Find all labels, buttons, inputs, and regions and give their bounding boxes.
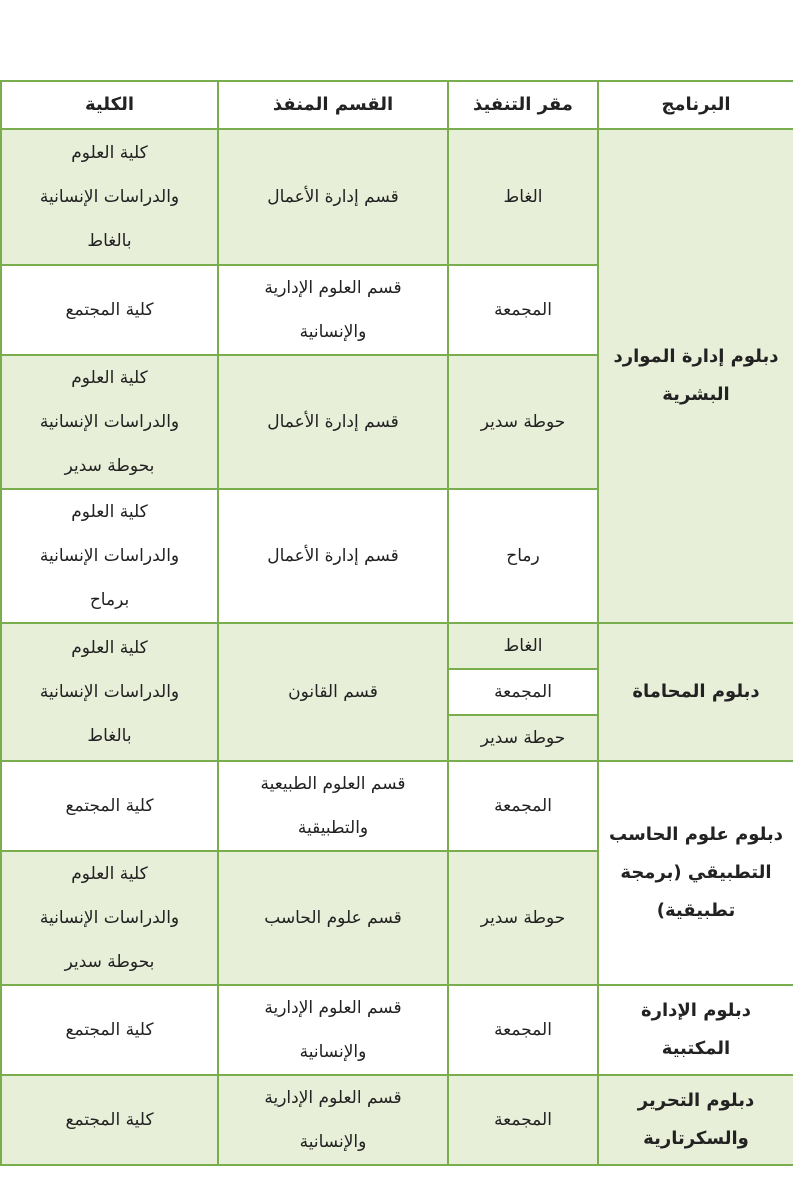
college-cell: كلية المجتمع: [1, 265, 218, 355]
location-cell: رماح: [448, 489, 598, 623]
header-location: مقر التنفيذ: [448, 81, 598, 129]
program-name-cell: دبلوم إدارة الموارد البشرية: [598, 129, 793, 623]
department-cell: قسم إدارة الأعمال: [218, 489, 448, 623]
location-cell: المجمعة: [448, 265, 598, 355]
location-cell: حوطة سدير: [448, 355, 598, 489]
location-cell: المجمعة: [448, 669, 598, 715]
department-cell: قسم إدارة الأعمال: [218, 129, 448, 265]
location-cell: المجمعة: [448, 1075, 598, 1165]
department-cell: قسم علوم الحاسب: [218, 851, 448, 985]
program-name-cell: دبلوم المحاماة: [598, 623, 793, 761]
table-row: [1, 761, 793, 851]
college-cell: كلية العلوم والدراسات الإنسانية بالغاط: [1, 623, 218, 761]
college-cell: كلية المجتمع: [1, 1075, 218, 1165]
department-cell: قسم العلوم الإدارية والإنسانية: [218, 985, 448, 1075]
location-cell: حوطة سدير: [448, 715, 598, 761]
college-cell: كلية المجتمع: [1, 985, 218, 1075]
program-name-cell: دبلوم علوم الحاسب التطبيقي (برمجة تطبيقية): [598, 761, 793, 985]
table-row: [1, 623, 793, 669]
program-name-cell: دبلوم الإدارة المكتبية: [598, 985, 793, 1075]
department-cell: قسم العلوم الإدارية والإنسانية: [218, 265, 448, 355]
header-row: [1, 81, 793, 129]
college-cell: كلية العلوم والدراسات الإنسانية بحوطة سدير: [1, 355, 218, 489]
department-cell: قسم العلوم الطبيعية والتطبيقية: [218, 761, 448, 851]
header-department: القسم المنفذ: [218, 81, 448, 129]
table-row: [1, 1075, 793, 1165]
location-cell: الغاط: [448, 623, 598, 669]
college-cell: كلية العلوم والدراسات الإنسانية برماح: [1, 489, 218, 623]
table-row: [1, 985, 793, 1075]
program-name-cell: دبلوم التحرير والسكرتارية: [598, 1075, 793, 1165]
college-cell: كلية العلوم والدراسات الإنسانية بالغاط: [1, 129, 218, 265]
location-cell: حوطة سدير: [448, 851, 598, 985]
header-program: البرنامج: [598, 81, 793, 129]
location-cell: المجمعة: [448, 761, 598, 851]
location-cell: الغاط: [448, 129, 598, 265]
header-college: الكلية: [1, 81, 218, 129]
table-row: [1, 129, 793, 265]
department-cell: قسم القانون: [218, 623, 448, 761]
department-cell: قسم العلوم الإدارية والإنسانية: [218, 1075, 448, 1165]
college-cell: كلية المجتمع: [1, 761, 218, 851]
location-cell: المجمعة: [448, 985, 598, 1075]
department-cell: قسم إدارة الأعمال: [218, 355, 448, 489]
programs-table: [0, 80, 793, 1166]
college-cell: كلية العلوم والدراسات الإنسانية بحوطة سدير: [1, 851, 218, 985]
